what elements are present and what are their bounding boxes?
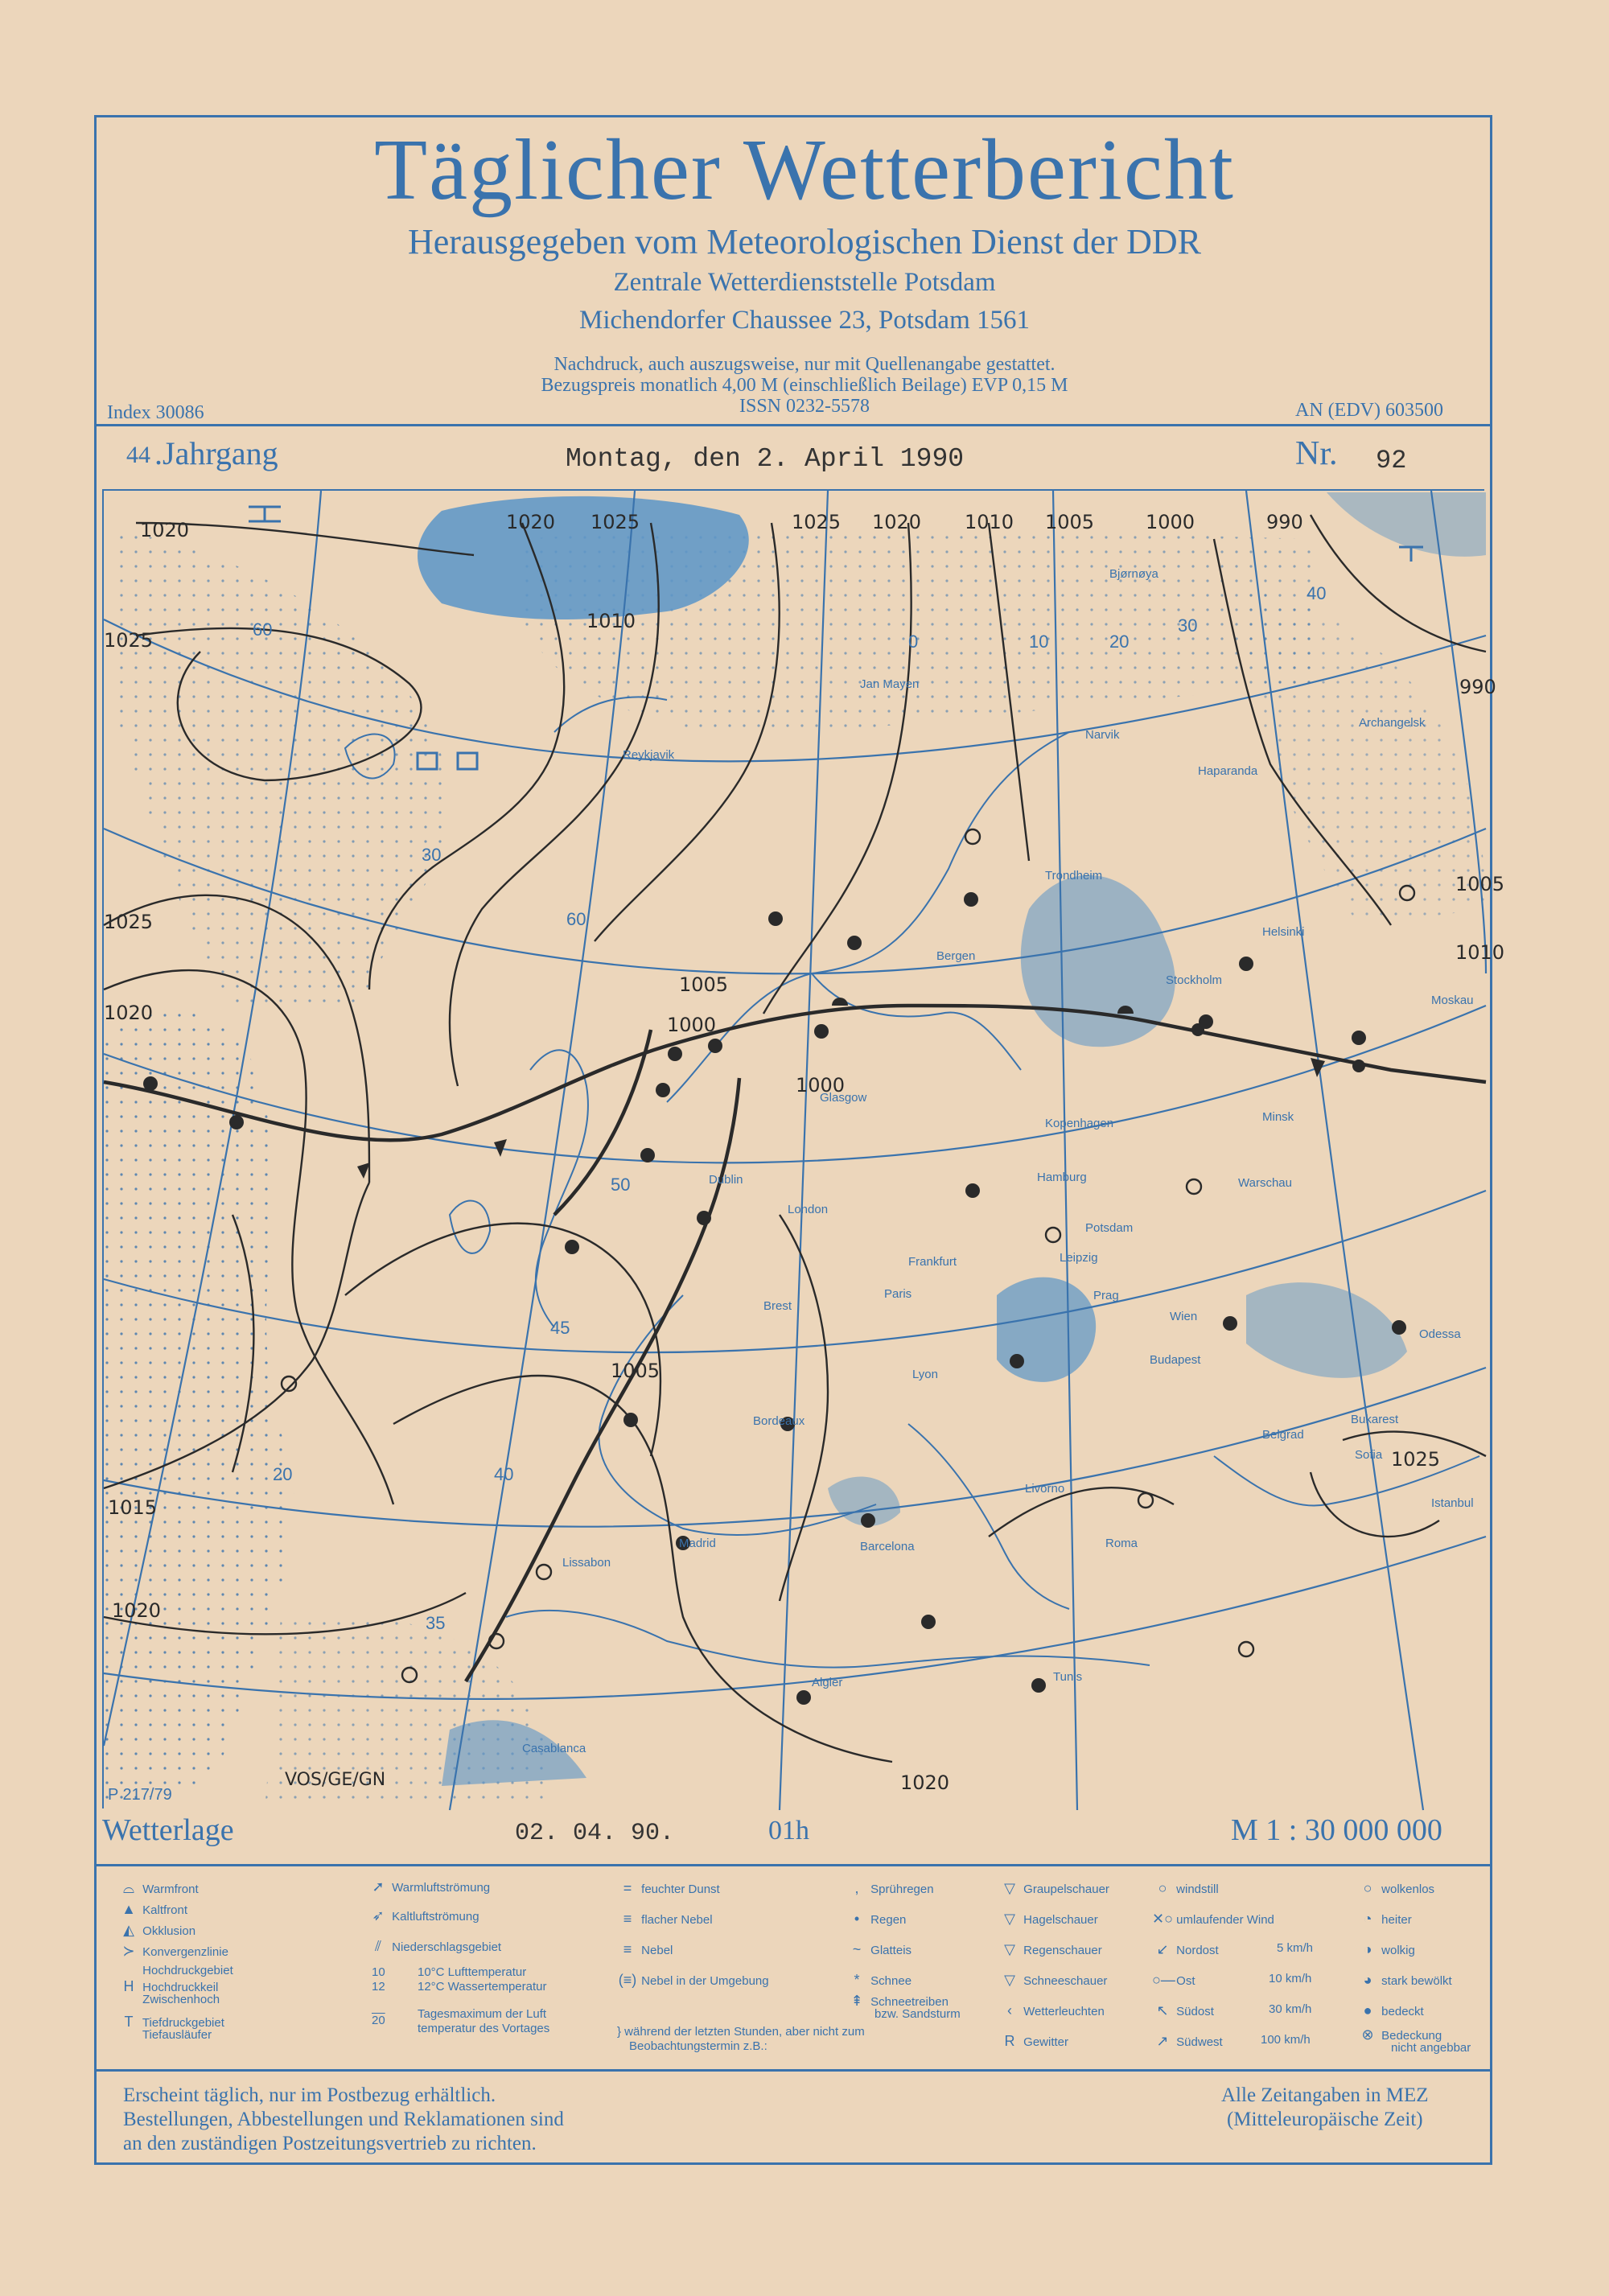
station-label: Istanbul (1431, 1496, 1474, 1510)
lat-label: 60 (253, 619, 273, 640)
station-label: Jan Mayen (860, 677, 920, 691)
station-label: Potsdam (1085, 1221, 1134, 1235)
legend-bedeckt: ● bedeckt (1357, 2002, 1424, 2019)
legend-kaltfront: ▲ Kaltfront (118, 1901, 187, 1918)
glaze-icon: ~ (852, 1941, 862, 1957)
isobar-label: 1005 (611, 1360, 660, 1382)
station-label: Bjørnøya (1109, 567, 1158, 581)
station-label: Roma (1105, 1537, 1138, 1550)
analyst-initials: VOS/GE/GN (285, 1770, 386, 1790)
rain-icon: • (854, 1911, 860, 1927)
station-label: Archangelsk (1359, 716, 1426, 730)
price-note: Bezugspreis monatlich 4,00 M (einschließlich Beilage) EVP 0,15 M (541, 375, 1068, 396)
header-divider (94, 424, 1492, 426)
isobar-label: 1025 (792, 511, 842, 533)
legend-graupel: ▽ Graupelschauer (999, 1880, 1109, 1897)
lon-label: 20 (1109, 632, 1130, 652)
station-label: Bukarest (1351, 1413, 1399, 1426)
station-label: Narvik (1085, 728, 1120, 742)
volume-label: .Jahrgang (154, 435, 278, 471)
legend-ost: ○— Ost (1152, 1972, 1195, 1988)
index-number: Index 30086 (107, 402, 204, 423)
station-label: Lissabon (562, 1556, 611, 1570)
footer-right (1221, 2084, 1429, 2132)
isobar-label: 1000 (667, 1014, 717, 1036)
station-label: Glasgow (820, 1091, 867, 1105)
issue-date: Montag, den 2. April 1990 (566, 444, 965, 474)
graupel-shower-icon: ▽ (1004, 1880, 1015, 1896)
wetterlage-label: Wetterlage (102, 1813, 234, 1847)
legend-umlaufend: ✕○ umlaufender Wind (1152, 1911, 1274, 1927)
station-label: Lyon (912, 1368, 938, 1381)
station-label: Leipzig (1060, 1251, 1098, 1265)
publisher: Herausgegeben vom Meteorologischen Dienst der DDR (407, 222, 1202, 261)
station-label: Budapest (1150, 1353, 1201, 1367)
station-label: Odessa (1419, 1327, 1461, 1341)
legend-wassertemp: 12°C Wassertemperatur (418, 1980, 547, 1994)
footer-left-line: an den zuständigen Postzeitungsvertrieb zu richten. (123, 2133, 537, 2154)
station-label: Belgrad (1262, 1428, 1304, 1442)
legend-speed-100: 100 km/h (1261, 2033, 1311, 2047)
volume-number: 44 (126, 442, 150, 468)
legend-hoch: Hochdruckgebiet (142, 1964, 233, 1977)
legend-hochkeil: H Hochdruckkeil (118, 1978, 218, 1995)
footer-right-line: (Mitteleuropäische Zeit) (1226, 2109, 1423, 2130)
legend-temp-example-top: 10 (372, 1965, 385, 1979)
legend-speed-10: 10 km/h (1269, 1972, 1312, 1985)
legend-lufttemp: 10°C Lufttemperatur (418, 1965, 527, 1979)
station-label: Hamburg (1037, 1171, 1087, 1184)
haze-icon: = (623, 1880, 632, 1896)
lat-label: 35 (426, 1613, 446, 1633)
legend-hagel: ▽ Hagelschauer (999, 1911, 1098, 1928)
fog-icon: ≡ (623, 1941, 632, 1957)
legend-suedwest: ↗ Südwest (1152, 2033, 1223, 2050)
lon-label: 40 (1307, 583, 1327, 603)
cold-air-arrow-icon: ➶ (372, 1907, 385, 1924)
station-label: Stockholm (1166, 973, 1223, 987)
mostly-cloudy-icon: ◕ (1363, 1972, 1372, 1988)
station-label: Wien (1170, 1310, 1198, 1323)
weather-map (102, 489, 1505, 1808)
hail-shower-icon: ▽ (1004, 1911, 1015, 1927)
legend-suedost: ↖ Südost (1152, 2002, 1214, 2019)
station-label: Trondheim (1045, 869, 1103, 883)
isobar-label: 1025 (104, 629, 154, 652)
legend-divider-bottom (94, 2069, 1492, 2072)
legend-recent-note-2: Beobachtungstermin z.B.: (629, 2039, 767, 2053)
isobar-label: 1025 (591, 511, 640, 533)
high-pressure-icon: H (123, 1978, 134, 1994)
station-label: Madrid (679, 1537, 716, 1550)
isobar-label: 1000 (1146, 511, 1195, 533)
snow-shower-icon: ▽ (1004, 1972, 1015, 1988)
isobar-label: 1020 (506, 511, 556, 533)
station-label: Helsinki (1262, 925, 1305, 939)
legend-warmfront: ⌓ Warmfront (118, 1880, 199, 1897)
blowing-snow-icon: ⇞ (850, 1993, 863, 2009)
station-label: Paris (884, 1287, 912, 1301)
legend-tmax-1: Tagesmaximum der Luft (418, 2007, 547, 2021)
legend-gewitter: R Gewitter (999, 2033, 1068, 2050)
reprint-note: Nachdruck, auch auszugsweise, nur mit Quellenangabe gestattet. (553, 354, 1056, 375)
station-label: Casablanca (522, 1742, 586, 1755)
legend-warmluft: ➚ Warmluftströmung (368, 1878, 490, 1895)
legend-sandsturm: bzw. Sandsturm (874, 2007, 961, 2021)
footer-left-line: Bestellungen, Abbestellungen und Reklamationen sind (123, 2109, 564, 2130)
isobar-label: 1010 (965, 511, 1014, 533)
isobar-label: 990 (1266, 511, 1303, 533)
calm-icon: ○ (1158, 1880, 1167, 1896)
overcast-icon: ● (1363, 2002, 1372, 2018)
issue-number: 92 (1376, 446, 1407, 475)
partly-cloudy-icon: ◑ (1363, 1941, 1372, 1957)
variable-wind-icon: ✕○ (1152, 1911, 1173, 1927)
legend-schneeschauer: ▽ Schneeschauer (999, 1972, 1107, 1989)
legend-tmax-2: temperatur des Vortages (418, 2022, 550, 2035)
legend-temp-example-bottom: 12 (372, 1980, 385, 1994)
snow-icon: * (854, 1972, 860, 1988)
legend-dunst: = feuchter Dunst (617, 1880, 720, 1897)
legend-tief: T Tiefdruckgebiet (118, 2014, 224, 2031)
station-label: Frankfurt (908, 1255, 957, 1269)
station-label: Brest (763, 1299, 792, 1313)
isobar-label: 1025 (1391, 1448, 1441, 1471)
legend-nebel: ≡ Nebel (617, 1941, 673, 1958)
isobar-label: 1020 (872, 511, 922, 533)
lat-label: 60 (566, 909, 586, 929)
konvergenz-icon: ≻ (122, 1943, 135, 1959)
station-label: Livorno (1025, 1482, 1065, 1496)
lat-label: 40 (494, 1464, 514, 1484)
footer-right-line: Alle Zeitangaben in MEZ (1221, 2084, 1429, 2106)
footer-left-line: Erscheint täglich, nur im Postbezug erhältlich. (123, 2084, 496, 2106)
lat-label: 50 (611, 1175, 631, 1195)
isobar-label: 1015 (108, 1496, 158, 1519)
legend-tmax-example: 20 (372, 2014, 385, 2027)
clear-icon: ○ (1363, 1880, 1372, 1896)
legend (102, 1870, 1484, 2064)
lat-label: 20 (273, 1464, 293, 1484)
legend-tiefauslaeufer: Tiefausläufer (142, 2028, 212, 2042)
station-label: Barcelona (860, 1540, 915, 1553)
legend-regen: • Regen (846, 1911, 906, 1928)
lon-label: 30 (1178, 615, 1198, 636)
station-label: Bergen (936, 949, 976, 963)
isobar-label: 1020 (900, 1771, 950, 1794)
station-label: Sofia (1355, 1448, 1383, 1462)
lat-label: 30 (422, 845, 442, 865)
wind-ne-icon: ↙ (1156, 1941, 1169, 1957)
legend-wolkenlos: ○ wolkenlos (1357, 1880, 1434, 1897)
isobar-label: 1005 (1455, 873, 1505, 895)
legend-flacher-nebel: ≡ flacher Nebel (617, 1911, 713, 1928)
edv-number: AN (EDV) 603500 (1295, 400, 1443, 421)
legend-nicht-angebbar-2: nicht angebbar (1391, 2041, 1471, 2055)
shallow-fog-icon: ≡ (623, 1911, 632, 1927)
station-label: Haparanda (1198, 764, 1258, 778)
address: Michendorfer Chaussee 23, Potsdam 1561 (579, 306, 1030, 335)
station-label: Prag (1093, 1289, 1119, 1302)
precip-area-icon: ⫽ (374, 1938, 382, 1954)
page-title: Täglicher Wetterbericht (374, 122, 1235, 218)
warmfront-icon: ⌓ (122, 1880, 135, 1896)
isobar-label: 1020 (112, 1599, 162, 1622)
legend-nebel-umgebung: (≡) Nebel in der Umgebung (618, 1972, 769, 1988)
lat-label: 45 (550, 1318, 570, 1338)
drizzle-icon: , (854, 1880, 859, 1896)
fair-icon: ◔ (1363, 1911, 1372, 1927)
legend-speed-5: 5 km/h (1277, 1941, 1314, 1955)
isobar-label: 1020 (104, 1002, 154, 1024)
map-drawing (104, 491, 1486, 1810)
kaltfront-icon: ▲ (121, 1901, 136, 1917)
station-label: Dublin (709, 1173, 743, 1187)
rain-shower-icon: ▽ (1004, 1941, 1015, 1957)
isobar-label: 990 (1459, 676, 1496, 698)
legend-recent-note-1: } während der letzten Stunden, aber nicht zum (617, 2025, 865, 2039)
legend-windstill: ○ windstill (1152, 1880, 1219, 1897)
legend-niederschlag: ⫽ Niederschlagsgebiet (368, 1938, 501, 1955)
legend-nordost: ↙ Nordost (1152, 1941, 1219, 1958)
issn: ISSN 0232-5578 (739, 396, 870, 417)
legend-konvergenzlinie: ≻ Konvergenzlinie (118, 1943, 228, 1960)
isobar-label: 1025 (104, 911, 154, 933)
map-reference: P 217/79 (108, 1786, 172, 1804)
office: Zentrale Wetterdienststelle Potsdam (613, 268, 996, 297)
okklusion-icon: ◭ (123, 1922, 134, 1938)
lightning-icon: ‹ (1007, 2002, 1012, 2018)
station-label: Bordeaux (753, 1414, 805, 1428)
legend-stark-bewoelkt: ◕ stark bewölkt (1357, 1972, 1452, 1989)
wind-se-icon: ↖ (1156, 2002, 1169, 2018)
legend-nicht-angebbar: ⊗ Bedeckung (1357, 2026, 1442, 2043)
isobar-label: 1020 (140, 519, 190, 541)
legend-speed-30: 30 km/h (1269, 2002, 1312, 2016)
isobar-label: 1010 (1455, 941, 1505, 964)
station-label: Kopenhagen (1045, 1117, 1114, 1130)
lon-label: 10 (1029, 632, 1049, 652)
legend-regenschauer: ▽ Regenschauer (999, 1941, 1102, 1958)
legend-divider-top (94, 1864, 1492, 1866)
station-label: Moskau (1431, 994, 1474, 1007)
legend-schnee: * Schnee (846, 1972, 911, 1989)
chart-date: 02. 04. 90. (515, 1820, 675, 1847)
lon-label: 0 (908, 632, 919, 652)
station-label: London (788, 1203, 829, 1216)
thunderstorm-icon: R (1004, 2033, 1015, 2049)
warm-air-arrow-icon: ➚ (372, 1878, 385, 1895)
legend-glatteis: ~ Glatteis (846, 1941, 911, 1958)
station-label: Reykjavik (623, 748, 675, 762)
station-label: Tunis (1053, 1670, 1083, 1684)
issue-number-label: Nr. (1295, 435, 1338, 472)
legend-kaltluft: ➶ Kaltluftströmung (368, 1907, 479, 1924)
fog-vicinity-icon: (≡) (618, 1972, 637, 1988)
footer-left (123, 2084, 564, 2156)
station-label: Warschau (1238, 1176, 1292, 1190)
wind-e-icon: ○— (1152, 1972, 1175, 1988)
isobar-label: 1010 (586, 610, 636, 632)
legend-schneetreiben: ⇞ Schneetreiben (846, 1993, 949, 2010)
station-label: Algier (812, 1676, 843, 1689)
sky-obscured-icon: ⊗ (1361, 2026, 1374, 2043)
map-scale: M 1 : 30 000 000 (1231, 1813, 1442, 1847)
legend-wetterleuchten: ‹ Wetterleuchten (999, 2002, 1105, 2019)
legend-zwischenhoch: Zwischenhoch (142, 1993, 220, 2006)
legend-okklusion: ◭ Okklusion (118, 1922, 195, 1939)
chart-time: 01h (768, 1816, 809, 1845)
isobar-label: 1000 (796, 1074, 846, 1097)
legend-wolkig: ◑ wolkig (1357, 1941, 1415, 1958)
wind-sw-icon: ↗ (1156, 2033, 1169, 2049)
legend-heiter: ◔ heiter (1357, 1911, 1412, 1928)
isobar-label: 1005 (679, 973, 729, 996)
isobar-label: 1005 (1045, 511, 1095, 533)
low-pressure-icon: T (124, 2014, 134, 2030)
legend-spruehregen: , Sprühregen (846, 1880, 934, 1897)
station-label: Minsk (1262, 1110, 1294, 1124)
